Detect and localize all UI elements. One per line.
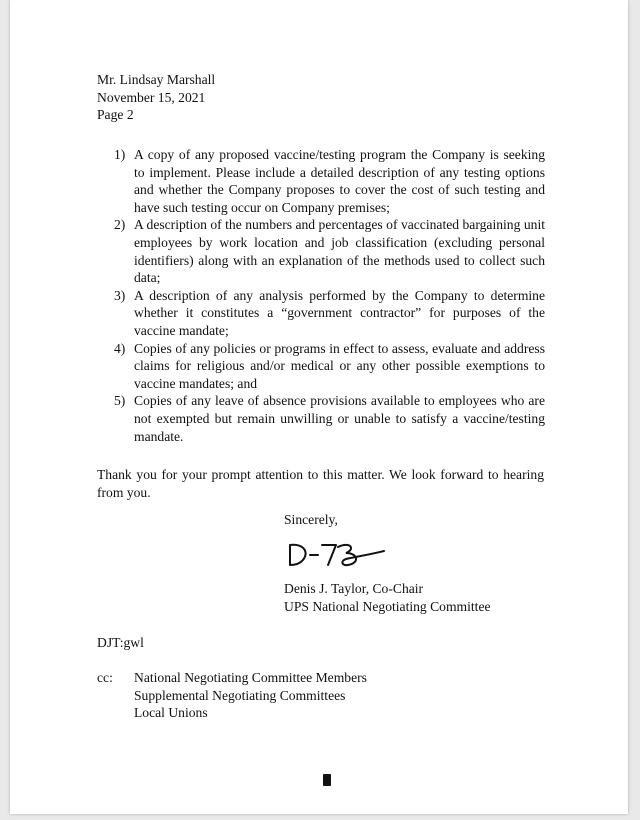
item-text: A copy of any proposed vaccine/testing program the Company is seeking to implement. Please include a detailed description of any testing options and whether the Company proposes to cover the cost of such testing and have such testing occur on Company premises; [134,147,545,215]
list-item [114,146,545,216]
item-number: 1) [114,147,126,162]
item-text: Copies of any leave of absence provisions available to employees who are not exempted but remain unwilling or unable to satisfy a vaccine/testing mandate. [134,393,545,444]
recipient-name: Mr. Lindsay Marshall [97,72,216,87]
reference-initials: DJT:gwl [97,635,144,650]
list-item [114,392,545,445]
item-number: 5) [114,393,126,409]
signature-image [284,535,404,575]
union-bug-icon [323,774,331,786]
request-list [114,146,545,445]
list-item [114,340,545,393]
letter-page [10,0,628,814]
page-number: Page 2 [97,107,134,123]
cc-label: cc: [97,670,113,685]
item-number: 4) [114,340,126,356]
item-text: A description of the numbers and percentages of vaccinated bargaining unit employees by work location and job classification (excluding personal identifiers) along with an explanation of the methods used to collect such data; [134,217,545,286]
cc-recipient: Supplemental Negotiating Committees [134,687,346,703]
closing-paragraph: Thank you for your prompt attention to this matter. We look forward to hearing from you. [97,467,544,500]
sign-off: Sincerely, [284,512,338,527]
letter-header [97,71,215,124]
cc-recipient: National Negotiating Committee Members [134,670,367,685]
item-text: A description of any analysis performed by the Company to determine whether it constitutes a “government contractor” for purposes of the vaccine mandate; [134,287,545,338]
signer-title: UPS National Negotiating Committee [284,598,491,614]
list-item [114,287,545,340]
cc-block [97,669,367,722]
item-text: Copies of any policies or programs in effect to assess, evaluate and address claims for religious and/or medical or any other possible exemptions to vaccine mandates; and [134,340,545,391]
letter-date: November 15, 2021 [97,89,206,105]
signer-name: Denis J. Taylor, Co-Chair [284,581,424,596]
cc-recipient: Local Unions [134,705,208,721]
cc-list [134,669,367,722]
list-item [114,216,545,286]
signature-block [284,580,491,615]
item-number: 2) [114,217,126,233]
item-number: 3) [114,287,126,303]
